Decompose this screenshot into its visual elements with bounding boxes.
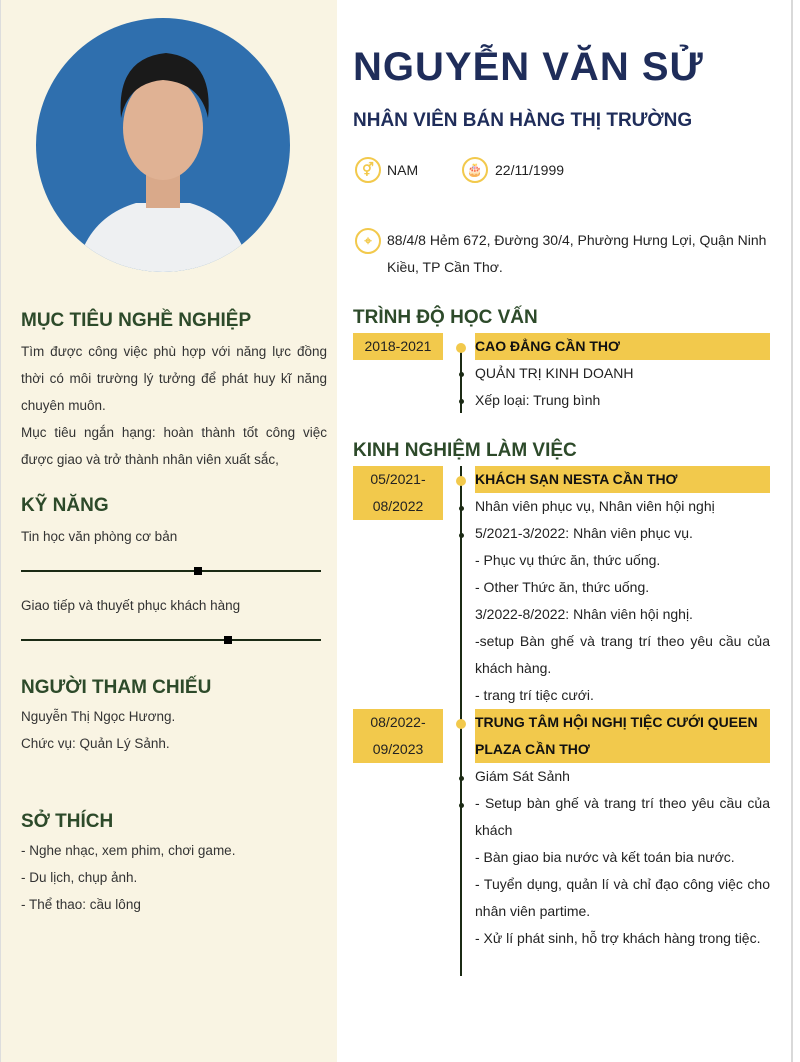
- job-title: TRUNG TÂM HỘI NGHỊ TIỆC CƯỚI QUEEN PLAZA CẦN THƠ: [475, 709, 770, 763]
- gender-icon: ⚥: [355, 157, 381, 183]
- hobby-item: - Thể thao: cầu lông: [21, 897, 141, 912]
- skill-bar: [21, 639, 321, 641]
- job-title: KHÁCH SẠN NESTA CẦN THƠ: [475, 466, 770, 493]
- education-grade: Xếp loại: Trung bình: [475, 392, 601, 408]
- job-line: Nhân viên phục vụ, Nhân viên hội nghị: [475, 498, 715, 514]
- timeline-bullet: [459, 399, 464, 404]
- timeline-bullet: [459, 506, 464, 511]
- experience-heading: KINH NGHIỆM LÀM VIỆC: [353, 440, 577, 461]
- job-line: - Bàn giao bia nước và kết toán bia nước.: [475, 849, 735, 865]
- job-details: [475, 493, 770, 709]
- timeline-bullet: [459, 776, 464, 781]
- job-line: - Phục vụ thức ăn, thức uống.: [475, 552, 661, 568]
- reference-heading: NGƯỜI THAM CHIẾU: [21, 677, 212, 698]
- job-line: - Xử lí phát sinh, hỗ trợ khách hàng trong tiệc.: [475, 930, 761, 946]
- timeline-dot: [456, 476, 466, 486]
- map-location-icon: ⌖: [355, 228, 381, 254]
- education-date: 2018-2021: [353, 333, 443, 360]
- job-line: - Other Thức ăn, thức uống.: [475, 579, 650, 595]
- timeline-dot: [456, 719, 466, 729]
- hobbies-heading: SỞ THÍCH: [21, 811, 114, 832]
- reference-name: Nguyễn Thị Ngọc Hương.: [21, 709, 176, 724]
- objective-text: [21, 338, 327, 473]
- objective-heading: MỤC TIÊU NGHỀ NGHIỆP: [21, 310, 252, 331]
- education-major: QUẢN TRỊ KINH DOANH: [475, 365, 634, 381]
- candidate-name: NGUYỄN VĂN SỬ: [353, 45, 704, 89]
- skill-level-marker: [194, 567, 202, 575]
- job-details: [475, 763, 770, 952]
- gender: NAM: [387, 162, 419, 178]
- job-line: -setup Bàn ghế và trang trí theo yêu cầu của khách hàng.: [475, 633, 770, 676]
- skill-bar: [21, 570, 321, 572]
- job-line: 5/2021-3/2022: Nhân viên phục vụ.: [475, 525, 693, 541]
- hobby-item: - Nghe nhạc, xem phim, chơi game.: [21, 843, 236, 858]
- job-line: - trang trí tiệc cưới.: [475, 687, 594, 703]
- objective-paragraph: Mục tiêu ngắn hạng: hoàn thành tốt công việc được giao và trở thành nhân viên xuất sắc,: [21, 425, 327, 467]
- job-line: - Tuyển dụng, quản lí và chỉ đạo công việc cho nhân viên partime.: [475, 876, 770, 919]
- timeline-dot: [456, 343, 466, 353]
- candidate-role: NHÂN VIÊN BÁN HÀNG THỊ TRƯỜNG: [353, 110, 693, 131]
- job-date-start: 05/2021-: [370, 471, 426, 487]
- birthday-cake-icon: 🎂: [462, 157, 488, 183]
- page-border: [791, 0, 793, 1062]
- job-line: 3/2022-8/2022: Nhân viên hội nghị.: [475, 606, 693, 622]
- job-date-end: 08/2022: [372, 498, 424, 514]
- birthday: 22/11/1999: [495, 162, 565, 178]
- skills-heading: KỸ NĂNG: [21, 495, 109, 516]
- education-school: CAO ĐẲNG CẦN THƠ: [475, 333, 770, 360]
- skill-label: Giao tiếp và thuyết phục khách hàng: [21, 598, 241, 613]
- job-line: - Setup bàn ghế và trang trí theo yêu cầu của khách: [475, 795, 770, 838]
- timeline-bullet: [459, 533, 464, 538]
- job-date: [353, 709, 443, 763]
- hobby-item: - Du lịch, chụp ảnh.: [21, 870, 138, 885]
- job-line: Giám Sát Sảnh: [475, 768, 570, 784]
- job-date-end: 09/2023: [372, 741, 424, 757]
- timeline-bullet: [459, 803, 464, 808]
- sidebar-content: [21, 308, 327, 918]
- address: 88/4/8 Hẻm 672, Đường 30/4, Phường Hưng Lợi, Quận Ninh Kiều, TP Cần Thơ.: [387, 232, 767, 275]
- objective-paragraph: Tìm được công việc phù hợp với năng lực đồng thời có môi trường lý tưởng để phát huy kĩ năng chuyên muôn.: [21, 344, 327, 413]
- job-date: [353, 466, 443, 520]
- skill-label: Tin học văn phòng cơ bản: [21, 529, 178, 544]
- reference-position: Chức vụ: Quản Lý Sảnh.: [21, 736, 170, 751]
- job-date-start: 08/2022-: [370, 714, 426, 730]
- education-heading: TRÌNH ĐỘ HỌC VẤN: [353, 307, 538, 328]
- profile-photo: [36, 18, 290, 272]
- skill-level-marker: [224, 636, 232, 644]
- timeline-bullet: [459, 372, 464, 377]
